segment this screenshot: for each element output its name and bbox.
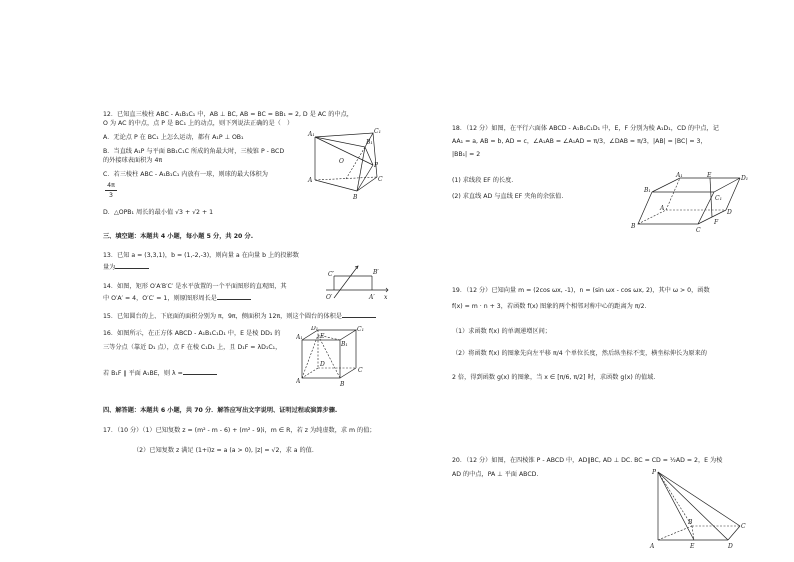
q12-option-a: A．无论点 P 在 BC₁ 上怎么运动，都有 A₁P ⊥ OB₁ [103,134,244,141]
label-d: D [728,543,733,550]
label-o: O [339,158,344,165]
label-p: P [652,469,657,476]
q12-option-d: D．△OPB₁ 周长的最小值 √3 + √2 + 1 [103,209,214,216]
fraction-numerator: 4π [107,182,115,189]
q14-line1: 14．如图，矩形 O′A′B′C′ 是水平放置的一个平面图形的直观图，其 [103,283,287,290]
label-b1: B₁ [341,341,348,348]
label-b1: B₁ [366,139,373,146]
q12-stem-line2: O 为 AC 的中点，点 P 是 BC₁ 上的动点，则下列说法正确的是（ ） [103,120,294,127]
q12-stem-line1: 12．已知直三棱柱 ABC - A₁B₁C₁ 中，AB ⊥ BC, AB = BC = BB₁ = 2, D 是 AC 的中点， [103,111,353,118]
section-4-heading: 四、解答题：本题共 6 小题，共 70 分．解答应写出文字说明、证明过程或演算步骤. [103,407,338,414]
label-c: C [741,523,746,530]
q19-part1: （1）求函数 f(x) 的单调递增区间； [452,328,551,335]
label-p: P [374,162,379,169]
answer-blank [342,311,376,318]
answer-blank [115,262,149,269]
q18-parallelepiped-figure [630,170,750,234]
q18-line1: 18．（12 分）如图，在平行六面体 ABCD - A₁B₁C₁D₁ 中，E，F 分别为棱 A₁D₁，CD 的中点，记 [452,125,719,132]
q18-part1: (1) 求线段 EF 的长度. [452,177,514,184]
label-a: A [650,543,655,550]
label-x: x [384,294,388,301]
q19-part2-line1: （2）将函数 f(x) 的图象先向左平移 π/4 个单位长度，然后纵坐标不变，横坐标伸长为原来的 [452,350,707,357]
label-c: C [358,367,363,374]
q16-cube-figure [296,326,364,388]
q16-line3 [103,368,217,378]
label-d: D [727,209,732,216]
label-b1: B₁ [644,187,651,194]
q18-part2: (2) 求直线 AD 与直线 EF 夹角的余弦值. [452,193,564,200]
label-a1: A₁ [308,131,315,138]
q20-line1: 20．（12 分）如图，在四棱锥 P - ABCD 中，AD∥BC, AD ⊥ DC. BC = CD = ½AD = 2，E 为棱 [452,457,723,464]
q18-line3: |BB₁| = 2 [452,151,481,158]
q16-label: 若 B₁F ∥ 平面 A₁BE，则 λ = [103,370,183,377]
q12-option-c-fraction [105,181,117,200]
q17-part1: 17．（10 分）（1）已知复数 z = (m² - m - 6) + (m² - 9)i，m ∈ R，若 z 为纯虚数，求 m 的值； [103,427,376,434]
label-c1: C₁ [374,128,381,135]
label-b: B [340,381,345,388]
q16-line1: 16．如图所示，在正方体 ABCD - A₁B₁C₁D₁ 中，E 是棱 DD₁ 的 [103,330,281,337]
label-e: E [707,172,712,179]
q13-line1: 13．已知 a = (3,3,1)，b = (1,-2,-3)，则向量 a 在向量 b 上的投影数 [103,252,299,259]
q19-part2-line2: 2 倍，得到函数 g(x) 的图象，当 x ∈ [π/6, π/2] 时，求函数 g(x) 的值域. [452,374,656,381]
q13-label: 量为 [103,264,116,271]
label-b: B [353,194,358,201]
q13-line2 [103,262,149,272]
q15-label: 15．已知圆台的上、下底面的面积分别为 π，9π，侧面积为 12π，则这个圆台的体积是 [103,313,342,320]
label-c1: C₁ [715,195,722,202]
label-d1: D₁ [741,175,749,182]
label-o-prime: O′ [326,294,333,301]
q12-option-b-line2: 的外接球表面积为 4π [103,157,163,164]
q19-line2: f(x) = m · n + 3，若函数 f(x) 图象的两个相邻对称中心的距离为 π/2. [452,303,647,310]
fraction-denominator: 3 [105,190,117,200]
q20-pyramid-figure [648,468,748,554]
q16-line2: 三等分点（靠近 D₁ 点），点 F 在棱 C₁D₁ 上，且 D₁F = λD₁C₁， [103,344,282,351]
answer-blank [183,368,217,375]
label-a1: A₁ [296,334,303,341]
label-b: B [688,519,693,526]
section-3-heading: 三、填空题：本题共 4 小题，每小题 5 分，共 20 分. [103,233,254,240]
answer-blank [217,293,251,300]
label-a: A [308,177,313,184]
label-b-prime: B′ [373,269,379,276]
q18-line2: AA₁ = a, AB = b, AD = c，∠A₁AB = ∠A₁AD = π/3，∠DAB = π/3，|AB| = |BC| = 3， [452,138,707,145]
label-c: C [378,176,383,183]
q14-label: 中 O′A′ = 4，O′C′ = 1，则原图形周长是 [103,295,217,302]
label-a: A [660,205,665,212]
q14-figure [322,262,392,302]
label-a: A [296,378,301,385]
label-b: B [631,223,636,230]
label-d: D [320,361,325,368]
label-f: F [714,219,719,226]
q12-option-c-line1: C．若三棱柱 ABC - A₁B₁C₁ 内放有一球，则球的最大体积为 [103,171,268,178]
q15-line [103,311,376,321]
label-c-prime: C′ [328,271,334,278]
q12-option-b-line1: B．当直线 A₁P 与平面 BB₁C₁C 所成的角最大时，三棱锥 P - BCD [103,148,285,155]
q17-part2: （2）已知复数 z 满足 (1+i)z = a (a > 0), |z| = √2，求 a 的值. [133,447,314,454]
q14-line2 [103,293,251,303]
q19-line1: 19．（12 分）已知向量 m = (2cos ωx, -1)，n = (sin ωx - cos ωx, 2)，其中 ω > 0，函数 [452,287,710,294]
label-d1: D₁ [311,326,319,332]
label-a-prime: A′ [369,294,375,301]
q12-prism-figure [305,125,387,203]
label-c: C [696,227,701,234]
label-c1: C₁ [357,326,364,333]
label-e: E [320,333,325,340]
label-e: E [690,543,695,550]
label-a1: A₁ [676,172,683,179]
q20-line2: AD 的中点，PA ⊥ 平面 ABCD. [452,471,539,478]
